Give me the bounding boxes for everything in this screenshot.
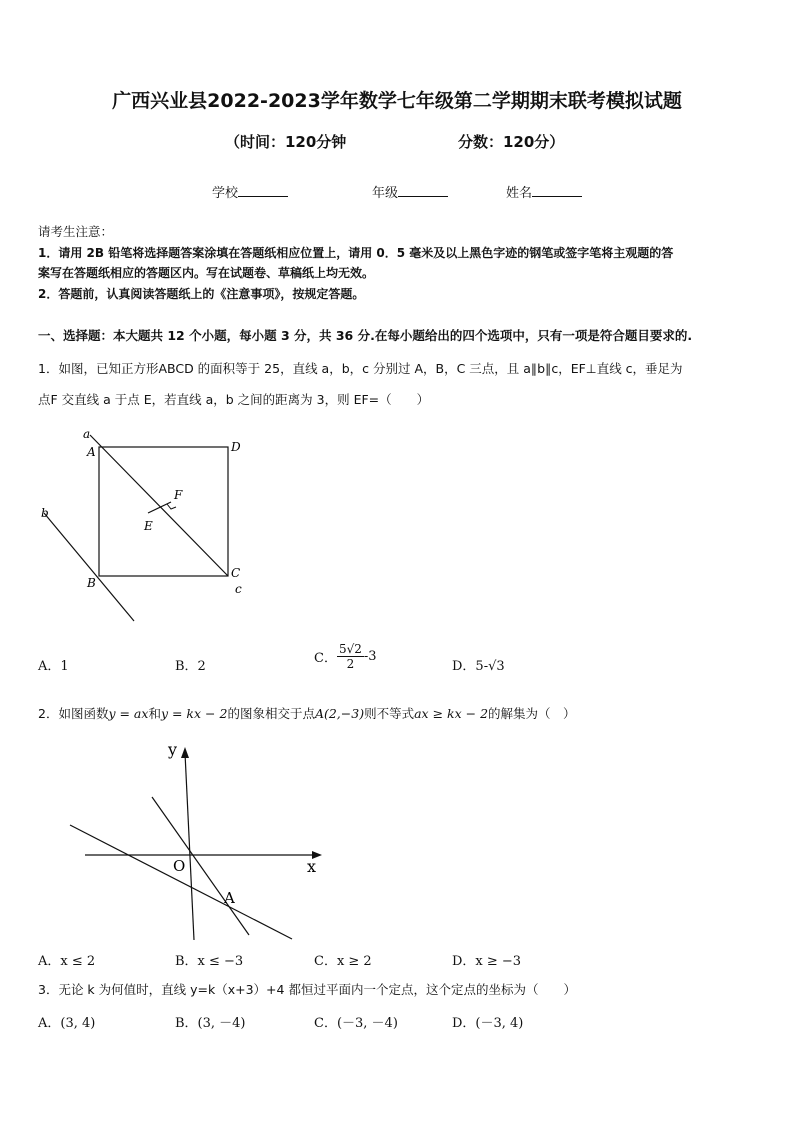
q2-option-b[interactable]: B．x ≤ −3 bbox=[175, 954, 244, 969]
q1-option-a[interactable]: A．1 bbox=[38, 659, 69, 674]
segment-ef bbox=[148, 502, 171, 513]
q2-figure bbox=[60, 735, 340, 945]
grade-blank[interactable] bbox=[398, 184, 448, 197]
grade-field bbox=[372, 182, 448, 201]
page-title: 广西兴业县2022-2023学年数学七年级第二学期期末联考模拟试题 bbox=[112, 90, 682, 112]
q1-figure bbox=[30, 425, 260, 630]
label-E: E bbox=[144, 519, 153, 533]
q2-option-a[interactable]: A．x ≤ 2 bbox=[38, 954, 96, 969]
q3-option-a[interactable]: A．(3, 4) bbox=[38, 1016, 96, 1031]
q1-option-c-label: C． bbox=[314, 651, 337, 666]
q1-option-b[interactable]: B．2 bbox=[175, 659, 206, 674]
name-field bbox=[506, 182, 582, 201]
q3-option-b[interactable]: B．(3, －4) bbox=[175, 1016, 246, 1031]
q1-option-d[interactable]: D．5-√3 bbox=[452, 659, 505, 674]
label-origin: O bbox=[173, 857, 186, 875]
time-label: （时间：120分钟 bbox=[225, 133, 347, 151]
q3-option-c[interactable]: C．(－3, －4) bbox=[314, 1016, 398, 1031]
q2-function-1: y = ax bbox=[108, 706, 149, 721]
q2-part-1: 2．如图函数 bbox=[38, 706, 109, 721]
line-b bbox=[44, 513, 134, 621]
q3-stem: 3．无论 k 为何值时，直线 y=k（x+3）+4 都恒过平面内一个定点，这个定点的坐标为（ ） bbox=[38, 982, 576, 997]
q1-line-1: 1．如图，已知正方形ABCD 的面积等于 25，直线 a，b，c 分别过 A，B，C 三点，且 a∥b∥c，EF⊥直线 c，垂足为 bbox=[38, 361, 683, 376]
name-label: 姓名 bbox=[506, 186, 533, 201]
school-blank[interactable] bbox=[238, 184, 288, 197]
label-A: A bbox=[87, 445, 96, 459]
q2-stem bbox=[38, 704, 576, 724]
grade-label: 年级 bbox=[372, 186, 399, 201]
q1-option-c-numerator: 5√2 bbox=[338, 642, 362, 656]
label-x-axis: x bbox=[307, 857, 317, 876]
score-label: 分数：120分） bbox=[458, 133, 565, 151]
q1-option-c-fraction bbox=[337, 642, 364, 671]
line-a bbox=[90, 435, 228, 576]
q1-option-c-denominator: 2 bbox=[346, 657, 355, 671]
q2-part-3: 的图象相交于点 bbox=[227, 706, 315, 721]
q3-option-d[interactable]: D．(－3, 4) bbox=[452, 1016, 524, 1031]
label-b: b bbox=[41, 506, 49, 520]
q1-option-c[interactable] bbox=[314, 642, 377, 671]
line-y-kx-2 bbox=[70, 825, 292, 939]
q2-part-4: 则不等式 bbox=[364, 706, 415, 721]
label-point-A: A bbox=[224, 889, 235, 907]
label-a: a bbox=[83, 427, 91, 441]
q2-option-c[interactable]: C．x ≥ 2 bbox=[314, 954, 372, 969]
right-angle-mark bbox=[167, 504, 176, 509]
y-axis-arrow bbox=[181, 747, 189, 758]
label-y-axis: y bbox=[168, 740, 178, 759]
q2-part-5: 的解集为（ ） bbox=[488, 706, 576, 721]
line-y-ax bbox=[152, 797, 249, 935]
q2-inequality: ax ≥ kx − 2 bbox=[414, 706, 489, 721]
name-blank[interactable] bbox=[532, 184, 582, 197]
label-c: c bbox=[235, 582, 242, 596]
label-C: C bbox=[231, 566, 241, 580]
q2-point: A(2,−3) bbox=[314, 706, 365, 721]
q2-part-2: 和 bbox=[148, 706, 161, 721]
school-label: 学校 bbox=[212, 186, 239, 201]
label-F: F bbox=[174, 488, 183, 502]
label-B: B bbox=[87, 576, 96, 590]
notice-title: 请考生注意： bbox=[38, 224, 114, 239]
q1-line-2: 点F 交直线 a 于点 E，若直线 a，b 之间的距离为 3，则 EF=（ ） bbox=[38, 392, 430, 407]
q1-option-c-tail: -3 bbox=[363, 649, 377, 664]
q2-option-d[interactable]: D．x ≥ −3 bbox=[452, 954, 522, 969]
school-field bbox=[212, 182, 288, 201]
q2-function-2: y = kx − 2 bbox=[160, 706, 228, 721]
notice-line-2: 2．答题前，认真阅读答题纸上的《注意事项》，按规定答题。 bbox=[38, 287, 365, 301]
section-heading: 一、选择题：本大题共 12 个小题，每小题 3 分，共 36 分.在每小题给出的四个选项中，只有一项是符合题目要求的. bbox=[38, 328, 693, 343]
notice-line-1b: 案写在答题纸相应的答题区内。写在试题卷、草稿纸上均无效。 bbox=[38, 266, 375, 280]
label-D: D bbox=[231, 440, 241, 454]
notice-line-1a: 1．请用 2B 铅笔将选择题答案涂填在答题纸相应位置上，请用 0．5 毫米及以上黑色字迹的钢笔或签字笔将主观题的答 bbox=[38, 246, 674, 260]
